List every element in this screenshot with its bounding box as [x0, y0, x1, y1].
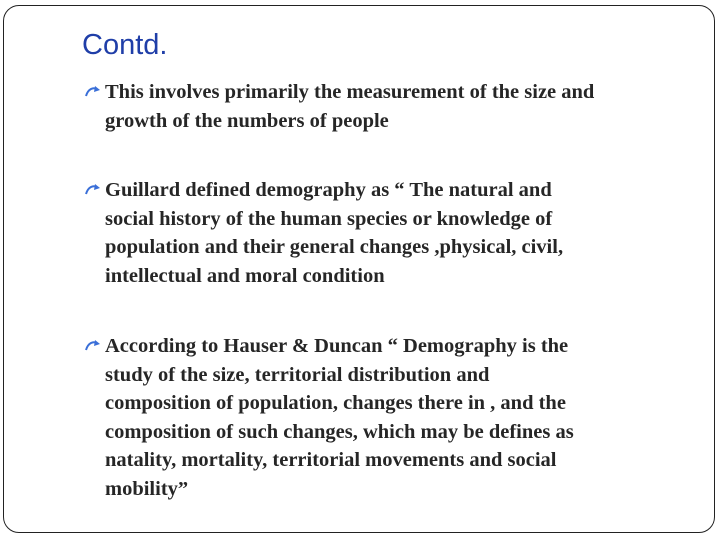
curved-arrow-bullet-icon: [84, 339, 102, 353]
bullet-item: [84, 78, 684, 135]
bullet-item: [84, 176, 684, 290]
bullet-line: intellectual and moral condition: [105, 264, 385, 287]
bullet-line: composition of such changes, which may be defines as: [105, 420, 574, 443]
curved-arrow-bullet-icon: [84, 85, 102, 99]
bullet-line: According to Hauser & Duncan “ Demography is the: [105, 335, 569, 357]
bullet-line: growth of the numbers of people: [105, 109, 389, 132]
bullet-line: study of the size, territorial distribution and: [105, 363, 490, 386]
slide-title: Contd.: [82, 29, 168, 61]
bullet-list: [4, 6, 714, 532]
bullet-line: natality, mortality, territorial movements and social: [105, 449, 557, 471]
curved-arrow-bullet-icon: [84, 183, 102, 197]
bullet-line: This involves primarily the measurement of the size and: [105, 81, 595, 103]
bullet-line: social history of the human species or knowledge of: [105, 207, 553, 230]
bullet-line: population and their general changes ,physical, civil,: [105, 236, 564, 258]
bullet-line: mobility”: [105, 477, 189, 500]
slide-frame: [3, 5, 715, 533]
bullet-line: composition of population, changes there in , and the: [105, 392, 566, 414]
bullet-item: [84, 332, 684, 503]
bullet-line: Guillard defined demography as “ The natural and: [105, 179, 552, 201]
